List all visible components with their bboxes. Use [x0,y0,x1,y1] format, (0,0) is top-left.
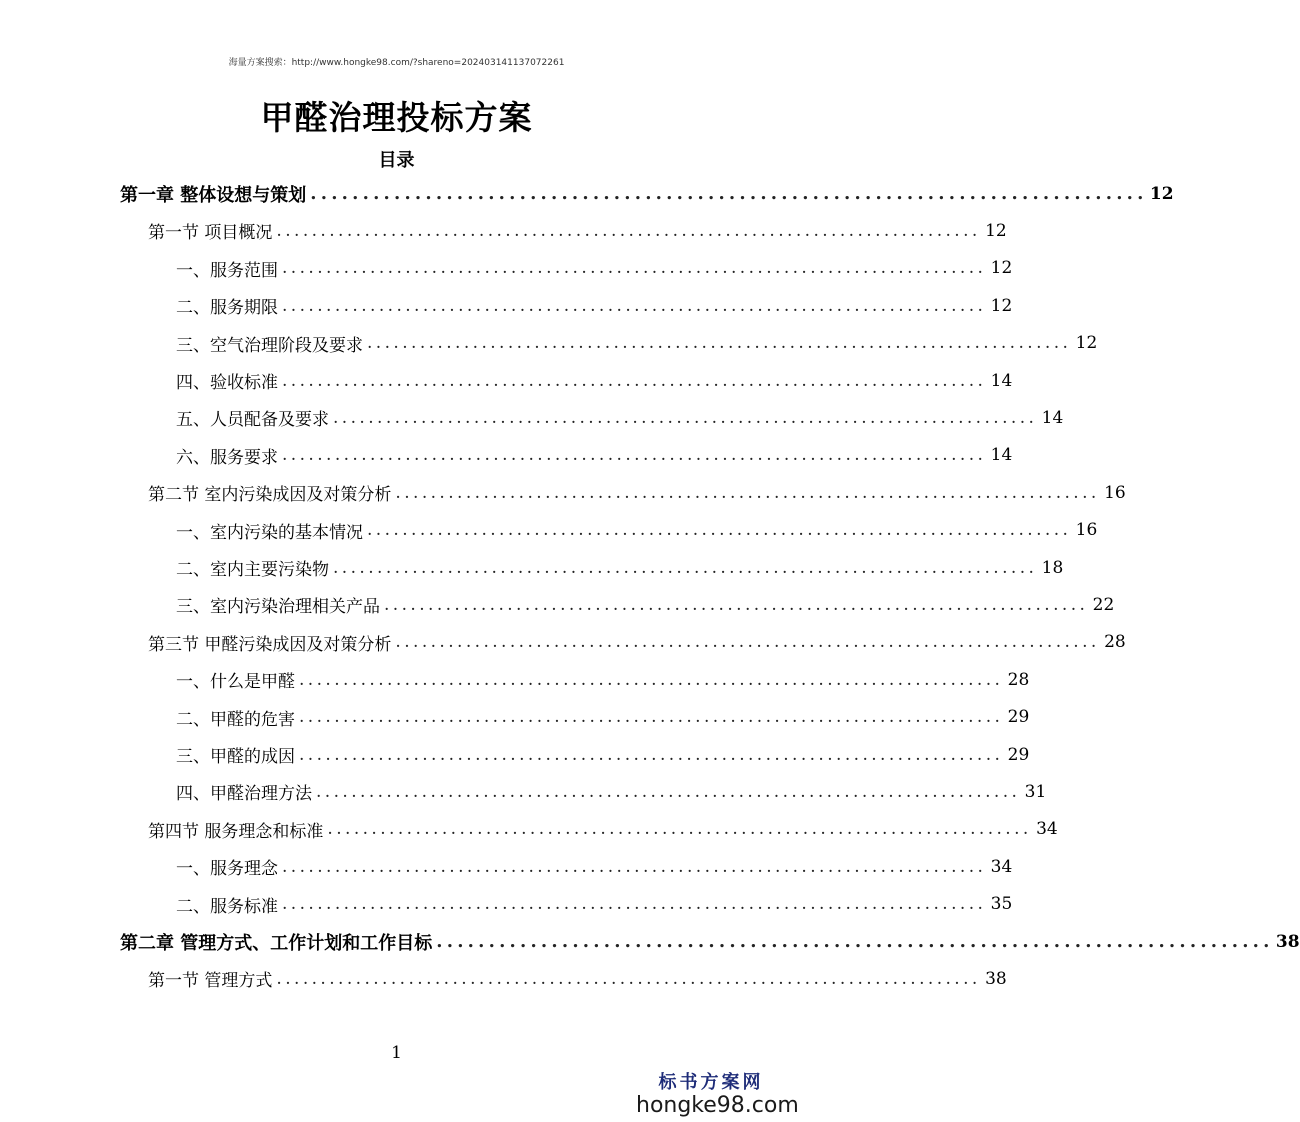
toc-entry-page: 22 [1092,594,1115,615]
toc-leader-dots: ................................................................................ [333,407,1038,428]
toc-entry-label: 第一节 管理方式 [148,971,273,992]
toc-entry[interactable] [148,811,1058,848]
toc-entry-page: 38 [985,968,1007,989]
toc-leader-dots: ................................................................................ [282,445,987,466]
toc-entry-page: 16 [1075,520,1098,541]
toc-entry-page: 18 [1041,557,1064,578]
toc-entry-page: 14 [1041,407,1064,428]
toc-entry-label: 一、室内污染的基本情况 [176,522,363,543]
toc-entry-label: 六、服务要求 [176,447,278,468]
toc-entry[interactable] [176,325,1098,362]
toc-entry[interactable] [120,175,1174,212]
toc-entry-page: 35 [990,894,1013,915]
toc-entry-page: 12 [985,220,1007,241]
toc-leader-dots: ................................................................................ [282,370,987,391]
toc-entry-label: 三、空气治理阶段及要求 [176,335,363,356]
toc-entry-page: 14 [990,445,1013,466]
toc-entry[interactable] [176,586,1115,623]
toc-entry-label: 第四节 服务理念和标准 [148,821,324,842]
toc-entry[interactable] [148,960,1007,997]
toc-entry[interactable] [176,362,1013,399]
toc-leader-dots: ................................................................................ [299,707,1004,728]
toc-entry-label: 第二章 管理方式、工作计划和工作目标 [120,932,433,954]
toc-entry-page: 12 [1075,333,1098,354]
toc-leader-dots: ................................................................................ [310,183,1148,204]
toc-entry-page: 12 [1149,183,1174,204]
toc-entry-page: 12 [990,258,1013,279]
toc-entry-label: 第三节 甲醛污染成因及对策分析 [148,634,392,655]
toc-leader-dots: ................................................................................ [436,931,1274,952]
toc-entry-label: 第一章 整体设想与策划 [120,184,307,206]
toc-leader-dots: ................................................................................ [282,258,987,279]
toc-entry-label: 第一节 项目概况 [148,223,273,244]
toc-heading: 目录 [378,150,415,171]
toc-entry-page: 14 [990,370,1013,391]
watermark-en-text: hongke98.com [636,1093,799,1118]
toc-entry-label: 一、服务理念 [176,859,278,880]
toc-leader-dots: ................................................................................ [367,520,1072,541]
toc-entry[interactable] [176,250,1013,287]
toc-entry[interactable] [120,923,1300,960]
toc-entry-page: 12 [990,295,1013,316]
page-number: 1 [391,1043,402,1063]
toc-leader-dots: ................................................................................ [282,894,987,915]
toc-entry[interactable] [148,212,1007,249]
toc-entry-label: 三、甲醛的成因 [176,747,295,767]
toc-entry-label: 第二节 室内污染成因及对策分析 [148,485,392,506]
toc-entry-page: 28 [1104,632,1126,653]
toc-entry[interactable] [176,773,1047,810]
toc-leader-dots: ................................................................................ [395,632,1100,653]
toc-entry-page: 29 [1007,707,1030,728]
toc-entry-page: 16 [1104,482,1126,503]
toc-entry-label: 五、人员配备及要求 [176,410,329,431]
toc-entry-label: 一、服务范围 [176,260,278,281]
toc-entry[interactable] [176,661,1030,698]
toc-leader-dots: ................................................................................ [276,220,981,241]
toc-entry[interactable] [176,549,1064,586]
toc-entry-page: 29 [1007,744,1030,765]
toc-leader-dots: ................................................................................ [367,333,1072,354]
toc-entry-page: 38 [1275,931,1300,952]
toc-leader-dots: ................................................................................ [327,819,1032,840]
toc-entry[interactable] [176,886,1013,923]
toc-entry-page: 28 [1007,669,1030,690]
toc-entry[interactable] [148,474,1126,511]
toc-entry-label: 二、甲醛的危害 [176,709,295,730]
document-title: 甲醛治理投标方案 [260,98,533,137]
toc-entry[interactable] [176,512,1098,549]
toc-leader-dots: ................................................................................ [282,295,987,316]
toc-entry-page: 31 [1024,781,1047,802]
toc-entry-label: 二、服务期限 [176,298,278,319]
toc-entry[interactable] [176,437,1013,474]
toc-entry-label: 三、室内污染治理相关产品 [176,597,380,618]
toc-leader-dots: ................................................................................ [299,669,1004,690]
toc-leader-dots: ................................................................................ [384,594,1089,615]
toc-entry[interactable] [148,624,1126,661]
header-url-line: 海量方案搜索：http://www.hongke98.com/?shareno=20240314113707226​1 [228,58,565,68]
toc-entry-page: 34 [1036,819,1058,840]
toc-entry[interactable] [176,287,1013,324]
toc-leader-dots: ................................................................................ [395,482,1100,503]
toc-leader-dots: ................................................................................ [282,856,987,877]
toc-entry-label: 一、什么是甲醛 [176,672,295,693]
toc-leader-dots: ................................................................................ [333,557,1038,578]
toc-entry[interactable] [176,699,1030,736]
watermark-logo [636,1068,799,1118]
watermark-cn-text: 标书方案网 [658,1072,764,1093]
toc-leader-dots: ................................................................................ [316,781,1021,802]
toc-entry-label: 四、验收标准 [176,373,278,393]
toc-entry-label: 二、室内主要污染物 [176,560,329,580]
toc-leader-dots: ................................................................................ [276,968,981,989]
toc-entry-label: 四、甲醛治理方法 [176,784,312,805]
toc-entry-label: 二、服务标准 [176,896,278,917]
toc-leader-dots: ................................................................................ [299,744,1004,765]
toc-entry[interactable] [176,399,1064,436]
toc-entry[interactable] [176,848,1013,885]
toc-entry-page: 34 [990,856,1013,877]
toc-entry[interactable] [176,736,1030,773]
